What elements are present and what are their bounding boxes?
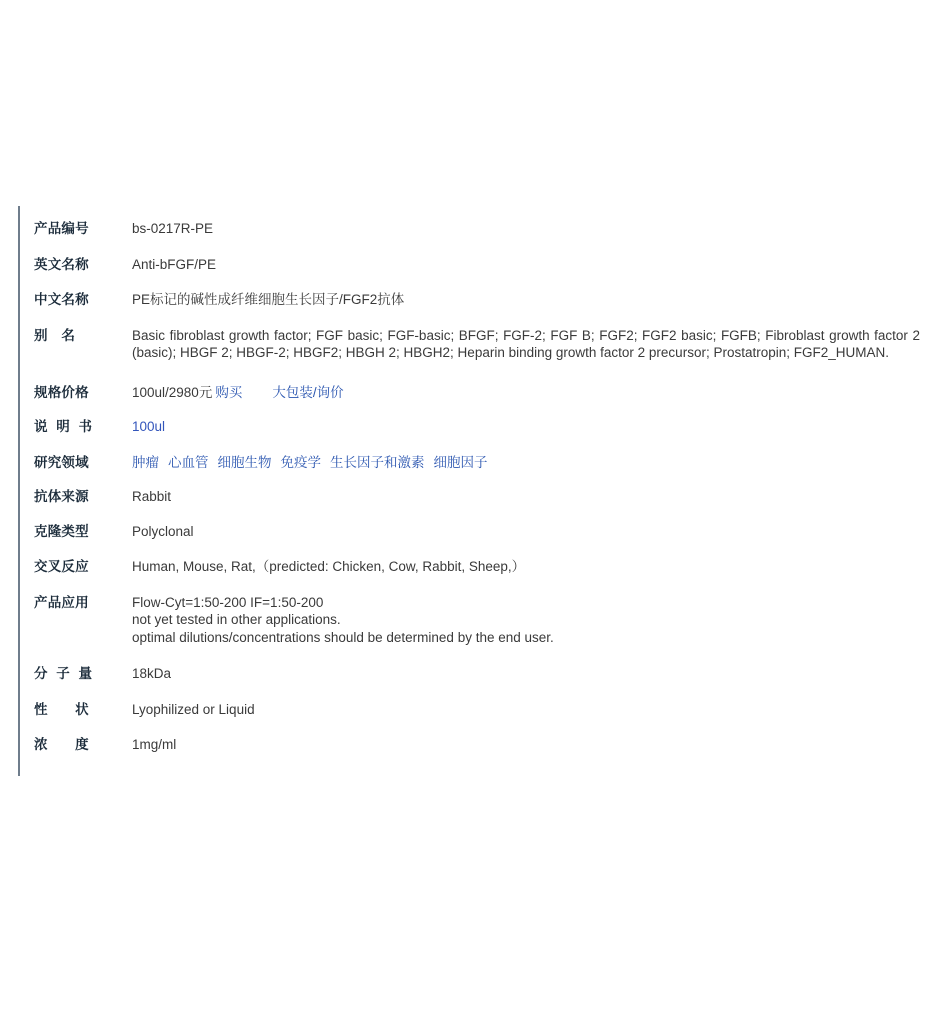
row-value: Anti-bFGF/PE [132,256,217,272]
row-value: Lyophilized or Liquid [132,701,255,717]
row-value: 18kDa [132,666,172,681]
row-value [132,594,920,647]
buy-link[interactable]: 购买 [215,384,243,400]
row-label: 分 子 量 [34,666,95,681]
table-row [20,454,920,472]
row-label: 规格价格 [34,384,89,400]
manual-link[interactable]: 100ul [132,419,166,434]
research-field-tag[interactable]: 免疫学 [280,454,321,470]
table-row [20,665,920,683]
research-field-list [132,454,920,472]
row-value: Polyclonal [132,523,194,539]
product-spec-table [18,206,920,776]
table-row [20,594,920,647]
row-label: 浓 度 [34,737,89,752]
table-row [20,736,920,776]
row-label: 交叉反应 [34,559,89,574]
row-value [132,384,920,402]
research-field-tag[interactable]: 细胞因子 [433,454,488,470]
row-value: Basic fibroblast growth factor; FGF basic; FGF-basic; BFGF; FGF-2; FGF B; FGF2; FGF2 basic; FGFB; Fibroblast growth factor 2 (basic); HBGF 2; HBGF-2; HBGF2; HBGH 2; HBGH2; Heparin binding growth factor 2 precursor; Prostatropin; FGF2_HUMAN. [132,327,920,360]
row-value: 1mg/ml [132,737,177,752]
row-label: 产品应用 [34,594,89,610]
table-row [20,291,920,309]
row-value: PE标记的碱性成纤维细胞生长因子/FGF2抗体 [132,292,405,307]
table-row [20,558,920,576]
row-label: 抗体来源 [34,489,89,504]
row-label: 克隆类型 [34,523,89,539]
research-field-tag[interactable]: 心血管 [168,454,209,470]
table-row [20,220,920,238]
row-label: 性 状 [34,701,89,717]
research-field-tag[interactable]: 肿瘤 [132,454,159,470]
row-label: 研究领域 [34,454,89,470]
table-row [20,327,920,362]
bulk-price-link[interactable]: 大包装/询价 [272,384,344,400]
application-line: optimal dilutions/concentrations should be determined by the end user. [132,629,554,645]
row-value: bs-0217R-PE [132,221,214,236]
table-row [20,384,920,402]
row-label: 中文名称 [34,292,89,307]
table-row [20,523,920,541]
price-text: 100ul/2980元 [132,384,213,400]
table-row [20,701,920,719]
research-field-tag[interactable]: 细胞生物 [217,454,272,470]
research-field-tag[interactable]: 生长因子和激素 [330,454,425,470]
table-row [20,256,920,274]
table-row [20,488,920,506]
application-line: not yet tested in other applications. [132,612,341,627]
row-label: 英文名称 [34,256,89,272]
row-label: 说 明 书 [34,419,95,434]
row-label: 别 名 [34,327,76,343]
table-row [20,418,920,436]
row-label: 产品编号 [34,221,89,236]
row-value: Rabbit [132,489,172,504]
row-value [132,418,920,436]
application-line: Flow-Cyt=1:50-200 IF=1:50-200 [132,594,324,610]
row-value: Human, Mouse, Rat,（predicted: Chicken, Cow, Rabbit, Sheep,） [132,559,526,574]
